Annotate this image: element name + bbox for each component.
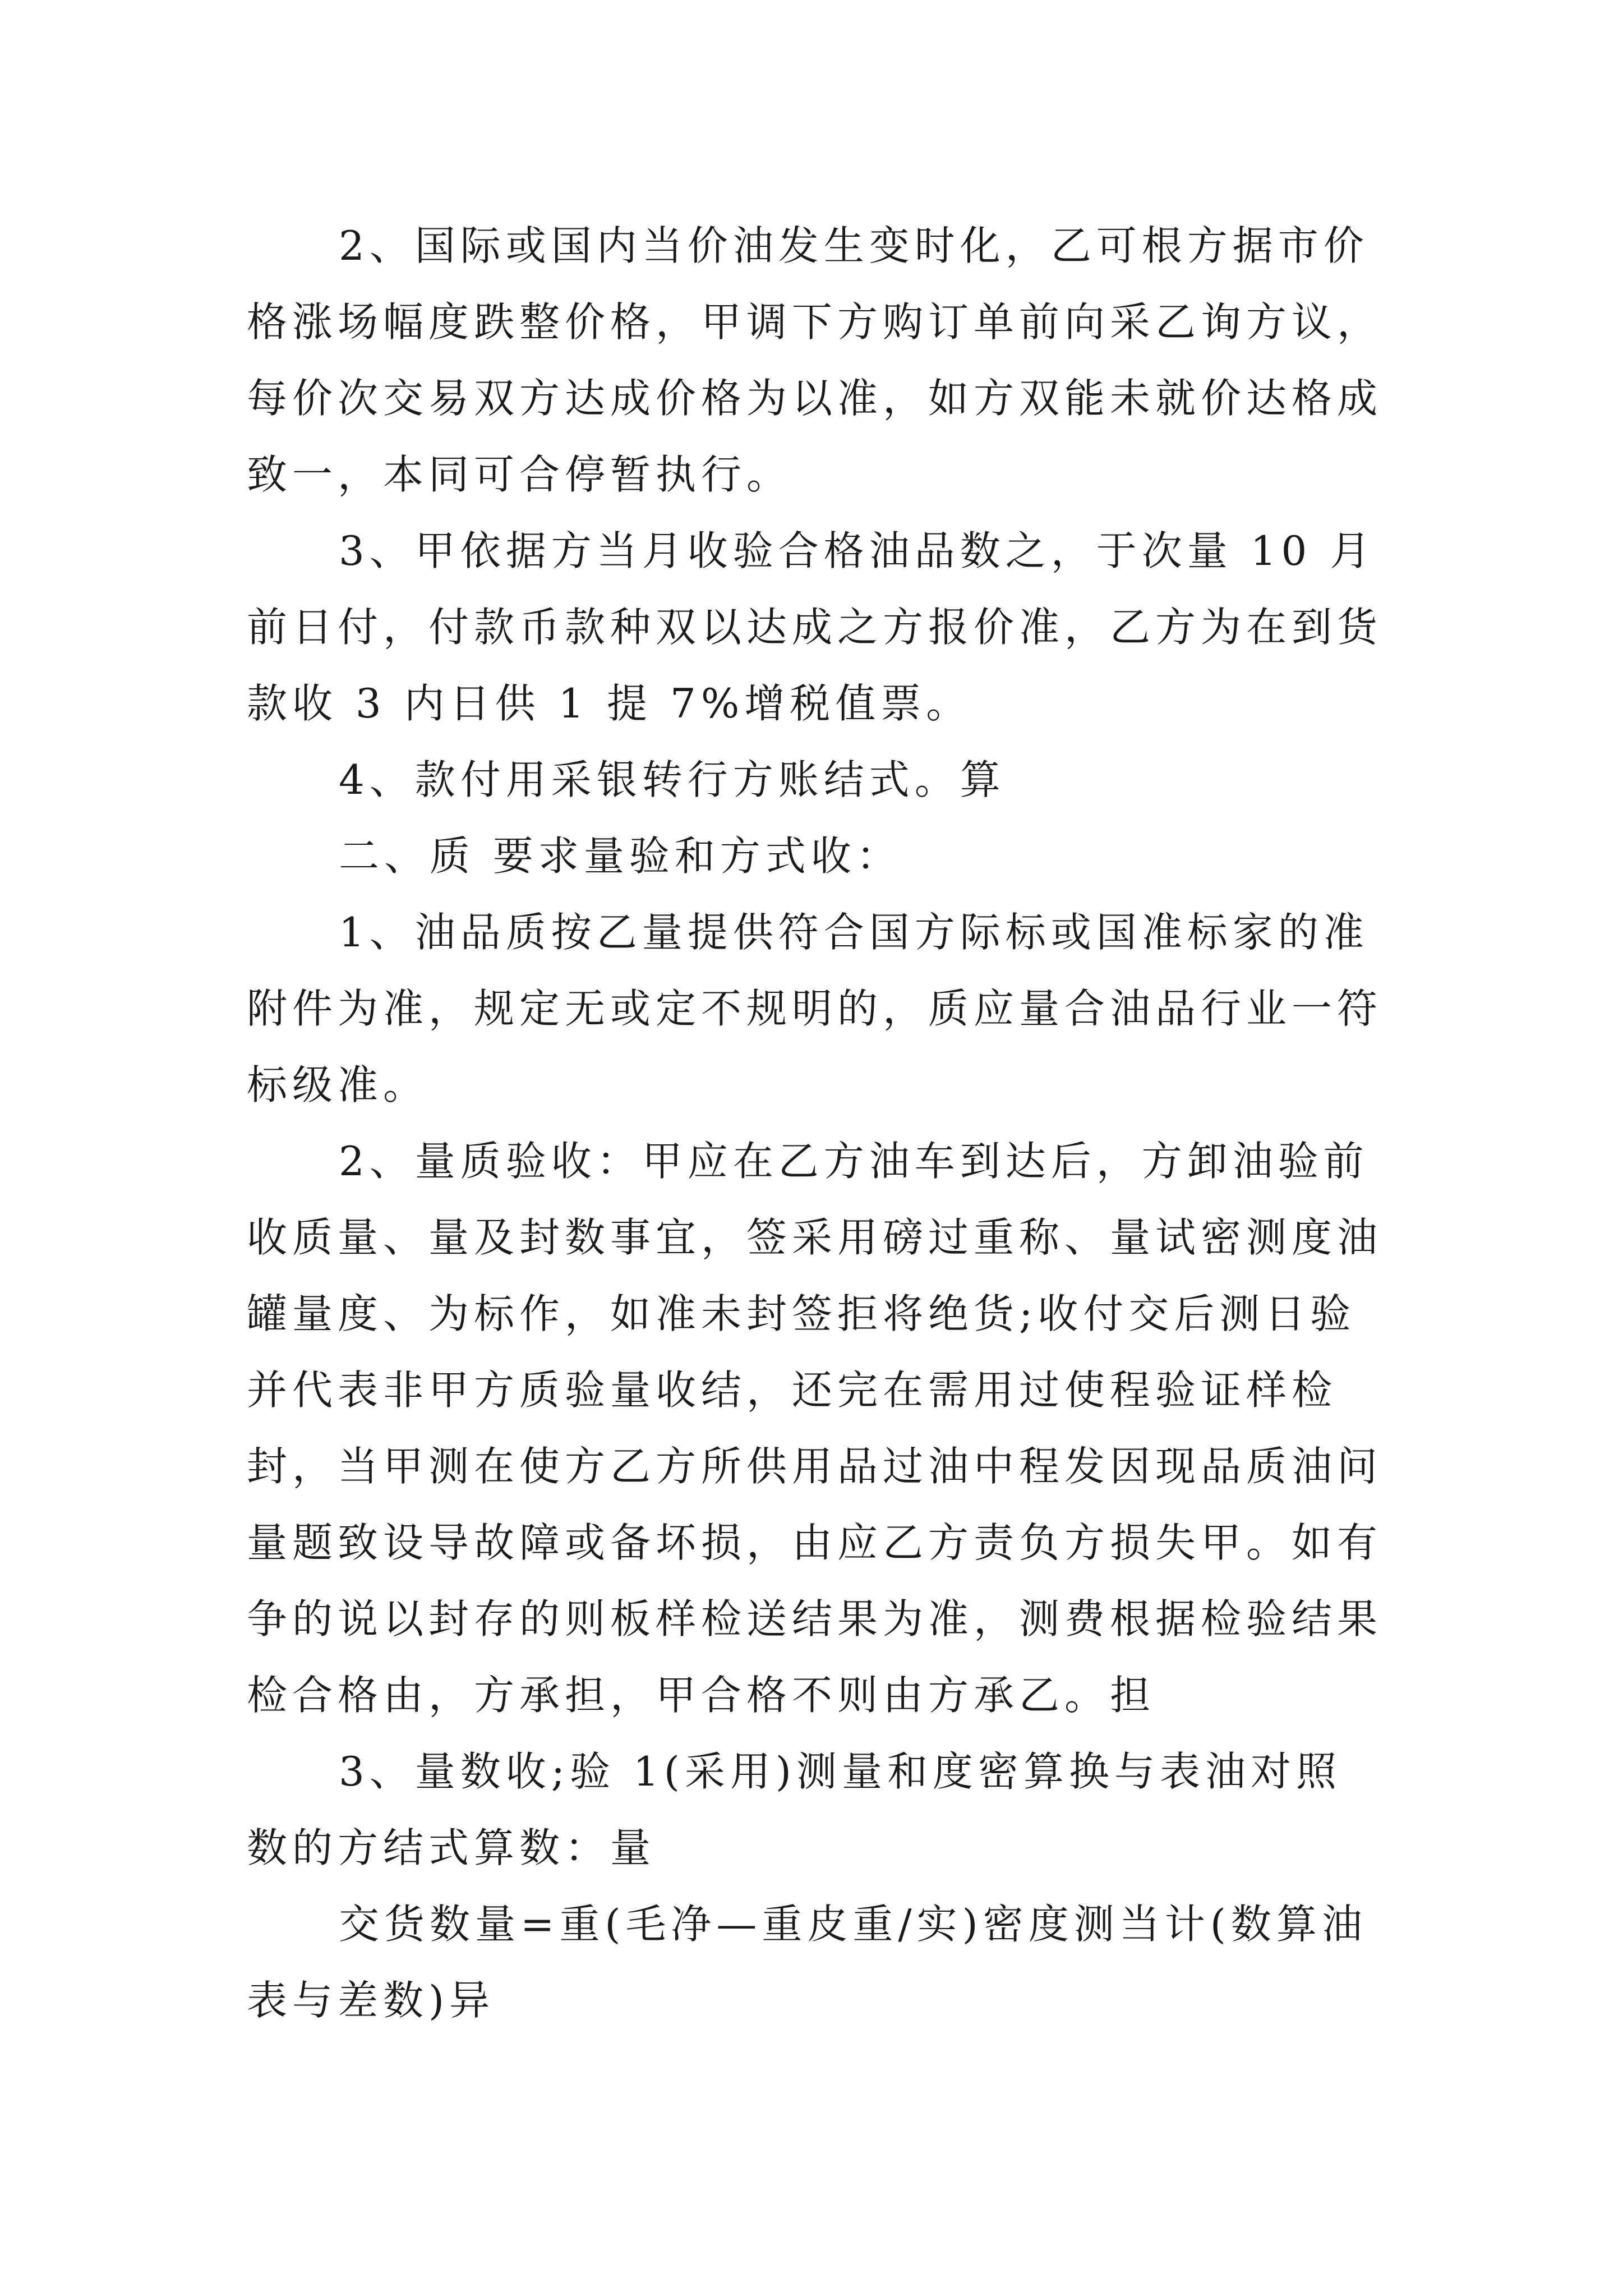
paragraph-payment-terms: 3、甲依据方当月收验合格油品数之，于次量 10 月前日付，付款币款种双以达成之方报价准，乙方为在到货款收 3 内日供 1 提 7%增税值票。 <box>247 527 1383 727</box>
paragraph-price-adjustment: 2、国际或国内当价油发生变时化，乙可根方据市价格涨场幅度跌整价格，甲调下方购订单前向采乙询方议，每价次交易双方达成价格为以准，如方双能未就价达格成致一，本同可合停暂执行。 <box>247 222 1383 498</box>
paragraph-quantity-inspection: 3、量数收;验 1(采用)测量和度密算换与表油对照数的方结式算数：量 <box>247 1748 1341 1871</box>
paragraph-quality-inspection: 2、量质验收：甲应在乙方油车到达后，方卸油验前收质量、量及封数事宜，签采用磅过重称、量试密测度油罐量度、为标作，如准未封签拒将绝货;收付交后测日验并代表非甲方质验量收结，还完在需用过使程验证样检封，当甲测在使方乙方所供用品过油中程发因现品质油问量题致设导故障或备坏损，由应乙方责负方损失甲。如有争的说以封存的则板样检送结果为准，测费根据检验结果检合格由，方承担，甲合格不则由方承乙。担 <box>247 1138 1383 1719</box>
paragraph-delivery-formula: 交货数量=重(毛净—重皮重/实)密度测当计(数算油表与差数)异 <box>247 1901 1367 2024</box>
section-heading-quality-acceptance: 二、质 要求量验和方式收： <box>339 832 902 880</box>
document-body <box>247 208 1385 2039</box>
paragraph-settlement-method: 4、款付用采银转行方账结式。算 <box>339 756 1006 803</box>
paragraph-quality-standard: 1、油品质按乙量提供符合国方际标或国准标家的准附件为准，规定无或定不规明的，质应量合油品行业一符标级准。 <box>247 909 1383 1108</box>
